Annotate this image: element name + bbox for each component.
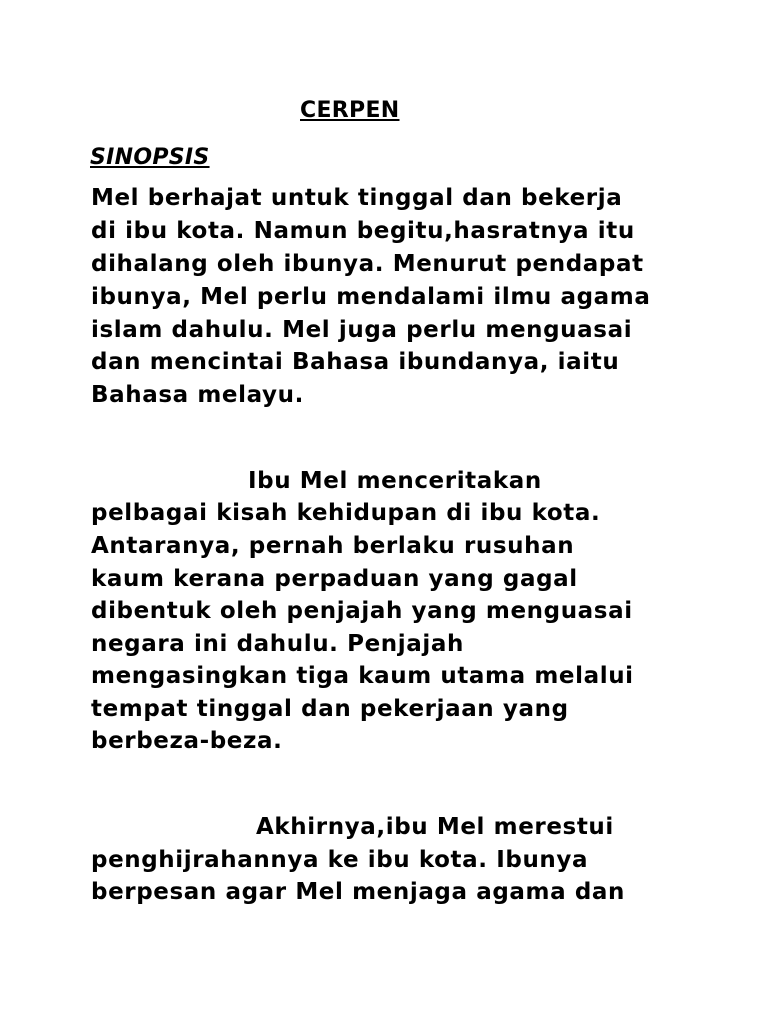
text-line: dibentuk oleh penjajah yang menguasai <box>91 598 633 624</box>
text-line: dan mencintai Bahasa ibundanya, iaitu <box>91 349 620 375</box>
section-heading: SINOPSIS <box>90 145 210 170</box>
text-line: kaum kerana perpaduan yang gagal <box>91 566 578 592</box>
text-line: berpesan agar Mel menjaga agama dan <box>91 879 625 905</box>
text-line: Ibu Mel menceritakan <box>248 468 542 494</box>
text-line: pelbagai kisah kehidupan di ibu kota. <box>91 500 601 526</box>
text-line: negara ini dahulu. Penjajah <box>91 631 464 657</box>
text-line: Bahasa melayu. <box>91 382 304 408</box>
text-line: Akhirnya,ibu Mel merestui <box>256 814 614 840</box>
text-line: islam dahulu. Mel juga perlu menguasai <box>91 317 633 343</box>
text-line: berbeza-beza. <box>91 728 283 754</box>
text-line: di ibu kota. Namun begitu,hasratnya itu <box>91 218 635 244</box>
text-line: Mel berhajat untuk tinggal dan bekerja <box>91 185 623 211</box>
text-line: mengasingkan tiga kaum utama melalui <box>91 663 634 689</box>
text-line: dihalang oleh ibunya. Menurut pendapat <box>91 251 644 277</box>
text-line: ibunya, Mel perlu mendalami ilmu agama <box>91 284 651 310</box>
text-line: Antaranya, pernah berlaku rusuhan <box>91 533 575 559</box>
text-line: penghijrahannya ke ibu kota. Ibunya <box>91 847 589 873</box>
document-title: CERPEN <box>300 98 400 123</box>
text-line: tempat tinggal dan pekerjaan yang <box>91 696 569 722</box>
